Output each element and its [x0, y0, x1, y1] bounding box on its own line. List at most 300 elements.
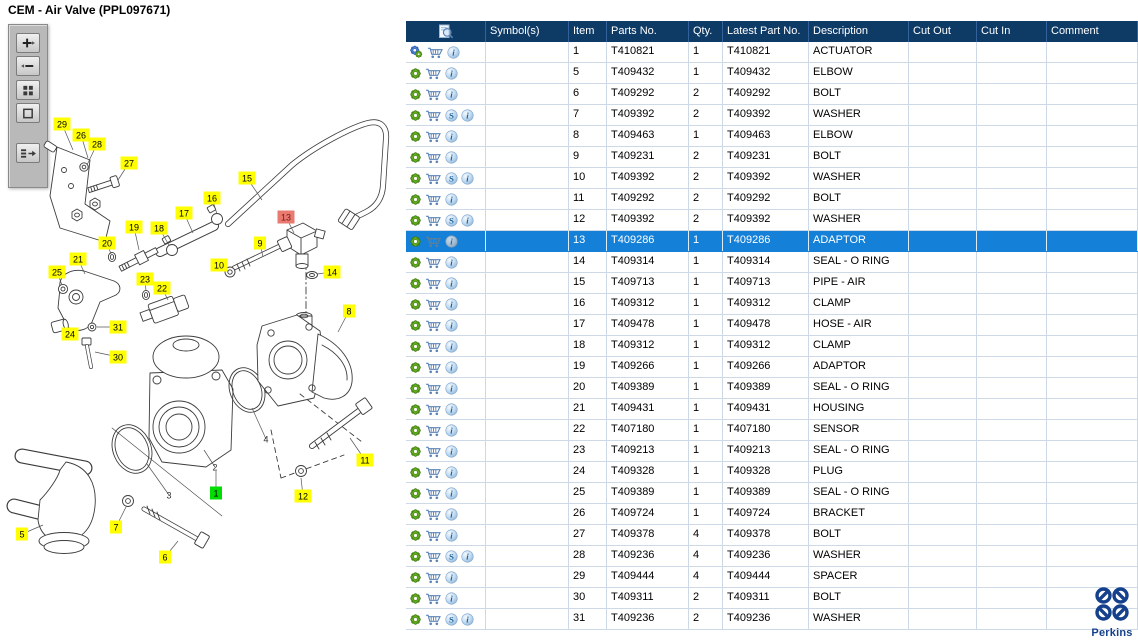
diagram-item-label[interactable] — [110, 507, 126, 534]
cell-latest-part-no: T409724 — [723, 504, 809, 524]
s-icon[interactable] — [445, 214, 458, 227]
svg-text:i: i — [450, 362, 453, 373]
info-icon[interactable] — [461, 613, 474, 626]
cell-item: 8 — [569, 126, 607, 146]
cell-description: BRACKET — [809, 504, 909, 524]
table-row[interactable] — [406, 525, 1138, 546]
info-icon[interactable] — [445, 151, 458, 164]
cell-symbols — [486, 147, 569, 167]
row-actions — [406, 126, 486, 146]
gear-icon[interactable] — [409, 445, 422, 458]
cell-symbols — [486, 546, 569, 566]
cell-cut-in — [977, 378, 1047, 398]
cart-icon[interactable] — [425, 403, 442, 416]
cell-parts-no: T409292 — [607, 189, 689, 209]
table-row[interactable] — [406, 546, 1138, 567]
gear-icon[interactable] — [409, 88, 422, 101]
table-row[interactable] — [406, 378, 1138, 399]
perkins-logo-text: Perkins — [1091, 627, 1133, 639]
cell-latest-part-no: T409236 — [723, 609, 809, 629]
diagram-item-label[interactable] — [137, 273, 154, 292]
cell-cut-out — [909, 252, 977, 272]
cell-parts-no: T407180 — [607, 420, 689, 440]
gear-icon[interactable] — [409, 298, 422, 311]
cell-cut-out — [909, 378, 977, 398]
diagram-item-label[interactable] — [16, 525, 43, 541]
cell-parts-no: T409213 — [607, 441, 689, 461]
cart-icon[interactable] — [425, 256, 442, 269]
cell-cut-out — [909, 483, 977, 503]
cell-qty: 2 — [689, 168, 723, 188]
gear-icon[interactable] — [409, 67, 422, 80]
gear-icon[interactable] — [409, 193, 422, 206]
cell-parts-no: T409463 — [607, 126, 689, 146]
diagram-item-label[interactable] — [338, 305, 355, 333]
svg-text:2: 2 — [212, 462, 218, 473]
info-icon[interactable] — [445, 424, 458, 437]
cell-comment — [1047, 63, 1138, 83]
cart-icon[interactable] — [425, 88, 442, 101]
diagram-item-label[interactable] — [295, 478, 312, 503]
cell-parts-no: T409444 — [607, 567, 689, 587]
svg-text:14: 14 — [326, 267, 338, 278]
cell-latest-part-no: T409431 — [723, 399, 809, 419]
cart-icon[interactable] — [425, 340, 442, 353]
row-actions — [406, 399, 486, 419]
cell-item: 9 — [569, 147, 607, 167]
info-icon[interactable] — [445, 487, 458, 500]
cell-description: SEAL - O RING — [809, 378, 909, 398]
diagram-item-label[interactable] — [118, 157, 138, 181]
cell-cut-out — [909, 42, 977, 62]
cell-item: 15 — [569, 273, 607, 293]
cell-symbols — [486, 462, 569, 482]
col-header-symbols: Symbol(s) — [486, 21, 569, 42]
svg-text:i: i — [450, 509, 453, 520]
svg-text:25: 25 — [51, 267, 63, 278]
svg-text:1: 1 — [213, 488, 219, 499]
svg-text:i: i — [450, 530, 453, 541]
cell-comment — [1047, 483, 1138, 503]
cell-cut-out — [909, 357, 977, 377]
diagram-item-label[interactable] — [210, 471, 222, 500]
cart-icon[interactable] — [425, 172, 442, 185]
cell-comment — [1047, 147, 1138, 167]
cell-description: SENSOR — [809, 420, 909, 440]
gear-icon[interactable] — [409, 340, 422, 353]
gear-icon[interactable] — [409, 109, 422, 122]
cell-comment — [1047, 378, 1138, 398]
gear-icon[interactable] — [409, 151, 422, 164]
table-row[interactable] — [406, 567, 1138, 588]
cart-icon[interactable] — [425, 130, 442, 143]
svg-text:28: 28 — [91, 139, 103, 150]
cell-qty: 1 — [689, 336, 723, 356]
cart-icon[interactable] — [425, 361, 442, 374]
diagram-part-number — [147, 464, 172, 501]
row-actions — [406, 546, 486, 566]
cart-icon[interactable] — [425, 571, 442, 584]
cart-icon[interactable] — [425, 424, 442, 437]
info-icon[interactable] — [461, 214, 474, 227]
cell-comment — [1047, 567, 1138, 587]
table-row[interactable] — [406, 231, 1138, 252]
s-icon[interactable] — [445, 109, 458, 122]
svg-text:S: S — [449, 215, 454, 226]
gear-icon[interactable] — [409, 424, 422, 437]
diagram-item-label[interactable] — [62, 328, 79, 341]
gear-add-icon[interactable] — [409, 45, 424, 59]
cart-icon[interactable] — [425, 109, 442, 122]
info-icon[interactable] — [461, 109, 474, 122]
col-header-parts-no: Parts No. — [607, 21, 689, 42]
cell-latest-part-no: T409713 — [723, 273, 809, 293]
cell-latest-part-no: T409231 — [723, 147, 809, 167]
diagram-item-label[interactable] — [211, 259, 229, 272]
row-actions — [406, 252, 486, 272]
svg-text:10: 10 — [213, 260, 225, 271]
cell-cut-in — [977, 483, 1047, 503]
table-row[interactable] — [406, 42, 1138, 63]
cell-cut-out — [909, 462, 977, 482]
cell-cut-in — [977, 63, 1047, 83]
cell-cut-out — [909, 210, 977, 230]
cell-comment — [1047, 315, 1138, 335]
cell-parts-no: T409266 — [607, 357, 689, 377]
cell-parts-no: T409478 — [607, 315, 689, 335]
table-row[interactable] — [406, 336, 1138, 357]
cell-comment — [1047, 336, 1138, 356]
svg-text:i: i — [450, 278, 453, 289]
table-row[interactable] — [406, 105, 1138, 126]
gear-icon[interactable] — [409, 214, 422, 227]
cell-description: ELBOW — [809, 63, 909, 83]
gear-icon[interactable] — [409, 403, 422, 416]
svg-text:S: S — [449, 614, 454, 625]
svg-text:i: i — [466, 551, 469, 562]
cart-icon[interactable] — [425, 466, 442, 479]
cart-icon[interactable] — [427, 46, 444, 59]
table-row[interactable] — [406, 84, 1138, 105]
cart-icon[interactable] — [425, 151, 442, 164]
cell-item: 27 — [569, 525, 607, 545]
svg-text:22: 22 — [156, 283, 168, 294]
svg-text:i: i — [450, 383, 453, 394]
cell-cut-in — [977, 525, 1047, 545]
svg-text:24: 24 — [64, 329, 76, 340]
table-row[interactable] — [406, 252, 1138, 273]
gear-icon[interactable] — [409, 487, 422, 500]
info-icon[interactable] — [445, 445, 458, 458]
cell-cut-in — [977, 252, 1047, 272]
cell-comment — [1047, 231, 1138, 251]
cell-latest-part-no: T409392 — [723, 105, 809, 125]
info-icon[interactable] — [445, 277, 458, 290]
svg-text:i: i — [450, 425, 453, 436]
gear-icon[interactable] — [409, 130, 422, 143]
svg-text:i: i — [450, 89, 453, 100]
svg-text:i: i — [450, 467, 453, 478]
table-row[interactable] — [406, 357, 1138, 378]
cell-item: 17 — [569, 315, 607, 335]
cell-cut-out — [909, 84, 977, 104]
cell-cut-out — [909, 588, 977, 608]
cart-icon[interactable] — [425, 508, 442, 521]
gear-icon[interactable] — [409, 550, 422, 563]
cell-qty: 1 — [689, 504, 723, 524]
cell-parts-no: T409378 — [607, 525, 689, 545]
cell-qty: 1 — [689, 357, 723, 377]
table-row[interactable] — [406, 273, 1138, 294]
cell-parts-no: T409328 — [607, 462, 689, 482]
info-icon[interactable] — [445, 235, 458, 248]
row-actions — [406, 588, 486, 608]
row-actions — [406, 462, 486, 482]
info-icon[interactable] — [445, 193, 458, 206]
row-actions — [406, 294, 486, 314]
row-actions — [406, 336, 486, 356]
gear-icon[interactable] — [409, 466, 422, 479]
cell-latest-part-no: T409378 — [723, 525, 809, 545]
cell-cut-in — [977, 567, 1047, 587]
cell-comment — [1047, 441, 1138, 461]
cell-symbols — [486, 441, 569, 461]
svg-text:23: 23 — [139, 274, 151, 285]
gear-icon[interactable] — [409, 256, 422, 269]
info-icon[interactable] — [461, 550, 474, 563]
cell-comment — [1047, 504, 1138, 524]
cell-qty: 1 — [689, 63, 723, 83]
cell-latest-part-no: T409389 — [723, 483, 809, 503]
diagram-item-label[interactable] — [159, 541, 178, 564]
cell-cut-in — [977, 336, 1047, 356]
info-icon[interactable] — [445, 88, 458, 101]
cell-item: 13 — [569, 231, 607, 251]
svg-text:i: i — [450, 68, 453, 79]
row-actions — [406, 609, 486, 629]
svg-text:13: 13 — [280, 212, 292, 223]
cell-cut-in — [977, 588, 1047, 608]
gear-icon[interactable] — [409, 235, 422, 248]
svg-text:i: i — [450, 236, 453, 247]
cell-latest-part-no: T409266 — [723, 357, 809, 377]
cell-cut-out — [909, 273, 977, 293]
svg-text:i: i — [450, 593, 453, 604]
cart-icon[interactable] — [425, 592, 442, 605]
cell-item: 28 — [569, 546, 607, 566]
cart-icon[interactable] — [425, 445, 442, 458]
gear-icon[interactable] — [409, 529, 422, 542]
table-row[interactable] — [406, 588, 1138, 609]
table-row[interactable] — [406, 168, 1138, 189]
gear-icon[interactable] — [409, 592, 422, 605]
row-actions — [406, 147, 486, 167]
gear-icon[interactable] — [409, 319, 422, 332]
svg-text:5: 5 — [19, 529, 25, 540]
info-icon[interactable] — [445, 529, 458, 542]
info-icon[interactable] — [445, 256, 458, 269]
gear-icon[interactable] — [409, 508, 422, 521]
info-icon[interactable] — [445, 571, 458, 584]
diagram-item-label[interactable] — [126, 221, 143, 251]
table-row[interactable] — [406, 63, 1138, 84]
cell-latest-part-no: T409463 — [723, 126, 809, 146]
table-row[interactable] — [406, 189, 1138, 210]
cart-icon[interactable] — [425, 319, 442, 332]
cell-item: 31 — [569, 609, 607, 629]
cart-icon[interactable] — [425, 235, 442, 248]
diagram-item-label[interactable] — [73, 129, 90, 159]
info-icon[interactable] — [445, 382, 458, 395]
svg-text:27: 27 — [123, 158, 135, 169]
cart-icon[interactable] — [425, 193, 442, 206]
info-icon[interactable] — [445, 298, 458, 311]
gear-icon[interactable] — [409, 277, 422, 290]
document-magnifier-icon — [437, 24, 454, 40]
table-row[interactable] — [406, 441, 1138, 462]
gear-icon[interactable] — [409, 172, 422, 185]
table-row[interactable] — [406, 147, 1138, 168]
cell-item: 5 — [569, 63, 607, 83]
cell-latest-part-no: T409311 — [723, 588, 809, 608]
row-actions — [406, 441, 486, 461]
diagram-item-label[interactable] — [278, 211, 295, 234]
info-icon[interactable] — [445, 340, 458, 353]
cell-symbols — [486, 273, 569, 293]
cell-cut-in — [977, 441, 1047, 461]
cell-symbols — [486, 399, 569, 419]
cell-cut-out — [909, 420, 977, 440]
cell-cut-in — [977, 504, 1047, 524]
cell-symbols — [486, 252, 569, 272]
table-row[interactable] — [406, 315, 1138, 336]
svg-text:i: i — [450, 152, 453, 163]
cart-icon[interactable] — [425, 214, 442, 227]
diagram-item-label[interactable] — [176, 207, 194, 234]
cell-description: WASHER — [809, 609, 909, 629]
cell-cut-out — [909, 231, 977, 251]
gear-icon[interactable] — [409, 382, 422, 395]
diagram-item-label[interactable] — [350, 438, 374, 467]
table-row[interactable] — [406, 420, 1138, 441]
cell-cut-in — [977, 294, 1047, 314]
diagram-item-label[interactable] — [317, 266, 341, 279]
cell-latest-part-no: T407180 — [723, 420, 809, 440]
cell-cut-out — [909, 126, 977, 146]
table-row[interactable] — [406, 399, 1138, 420]
svg-text:i: i — [466, 110, 469, 121]
cell-description: SEAL - O RING — [809, 441, 909, 461]
info-icon[interactable] — [445, 361, 458, 374]
svg-text:4: 4 — [263, 434, 269, 445]
row-actions — [406, 273, 486, 293]
cell-description: PLUG — [809, 462, 909, 482]
s-icon[interactable] — [445, 172, 458, 185]
info-icon[interactable] — [445, 319, 458, 332]
table-row[interactable] — [406, 462, 1138, 483]
info-icon[interactable] — [447, 46, 460, 59]
cell-cut-in — [977, 315, 1047, 335]
cart-icon[interactable] — [425, 67, 442, 80]
cart-icon[interactable] — [425, 382, 442, 395]
cell-cut-in — [977, 168, 1047, 188]
svg-text:i: i — [450, 257, 453, 268]
cell-latest-part-no: T409389 — [723, 378, 809, 398]
cell-cut-in — [977, 147, 1047, 167]
cell-cut-out — [909, 168, 977, 188]
diagram-item-label[interactable] — [97, 321, 127, 334]
cell-item: 23 — [569, 441, 607, 461]
diagram-item-label[interactable] — [99, 237, 116, 255]
info-icon[interactable] — [461, 172, 474, 185]
cart-icon[interactable] — [425, 277, 442, 290]
cell-latest-part-no: T409236 — [723, 546, 809, 566]
cell-qty: 2 — [689, 105, 723, 125]
gear-icon[interactable] — [409, 571, 422, 584]
svg-text:i: i — [450, 131, 453, 142]
cart-icon[interactable] — [425, 487, 442, 500]
cell-comment — [1047, 357, 1138, 377]
cart-icon[interactable] — [425, 613, 442, 626]
svg-text:i: i — [450, 404, 453, 415]
cell-comment — [1047, 525, 1138, 545]
cell-cut-out — [909, 147, 977, 167]
gear-icon[interactable] — [409, 613, 422, 626]
table-row[interactable] — [406, 126, 1138, 147]
diagram-part-number — [252, 408, 269, 445]
diagram-item-label[interactable] — [95, 351, 127, 364]
cell-parts-no: T409392 — [607, 168, 689, 188]
s-icon[interactable] — [445, 613, 458, 626]
info-icon[interactable] — [445, 130, 458, 143]
cell-parts-no: T409389 — [607, 483, 689, 503]
info-icon[interactable] — [445, 67, 458, 80]
info-icon[interactable] — [445, 508, 458, 521]
table-row[interactable] — [406, 210, 1138, 231]
info-icon[interactable] — [445, 592, 458, 605]
cart-icon[interactable] — [425, 529, 442, 542]
cart-icon[interactable] — [425, 298, 442, 311]
cell-latest-part-no: T409312 — [723, 336, 809, 356]
info-icon[interactable] — [445, 466, 458, 479]
cell-cut-out — [909, 294, 977, 314]
table-row[interactable] — [406, 483, 1138, 504]
svg-text:15: 15 — [241, 173, 253, 184]
info-icon[interactable] — [445, 403, 458, 416]
diagram-item-label[interactable] — [54, 118, 74, 151]
cart-icon[interactable] — [425, 550, 442, 563]
cell-item: 12 — [569, 210, 607, 230]
svg-text:9: 9 — [257, 238, 263, 249]
cell-symbols — [486, 210, 569, 230]
s-icon[interactable] — [445, 550, 458, 563]
cell-description: BOLT — [809, 588, 909, 608]
gear-icon[interactable] — [409, 361, 422, 374]
cell-latest-part-no: T409328 — [723, 462, 809, 482]
cell-cut-in — [977, 546, 1047, 566]
cell-description: HOSE - AIR — [809, 315, 909, 335]
cell-qty: 2 — [689, 609, 723, 629]
view-column-header — [406, 21, 486, 42]
table-row[interactable] — [406, 504, 1138, 525]
cell-latest-part-no: T409478 — [723, 315, 809, 335]
table-row[interactable] — [406, 294, 1138, 315]
cell-parts-no: T409312 — [607, 294, 689, 314]
table-row[interactable] — [406, 609, 1138, 630]
cell-parts-no: T409314 — [607, 252, 689, 272]
cell-parts-no: T409431 — [607, 399, 689, 419]
cell-symbols — [486, 336, 569, 356]
